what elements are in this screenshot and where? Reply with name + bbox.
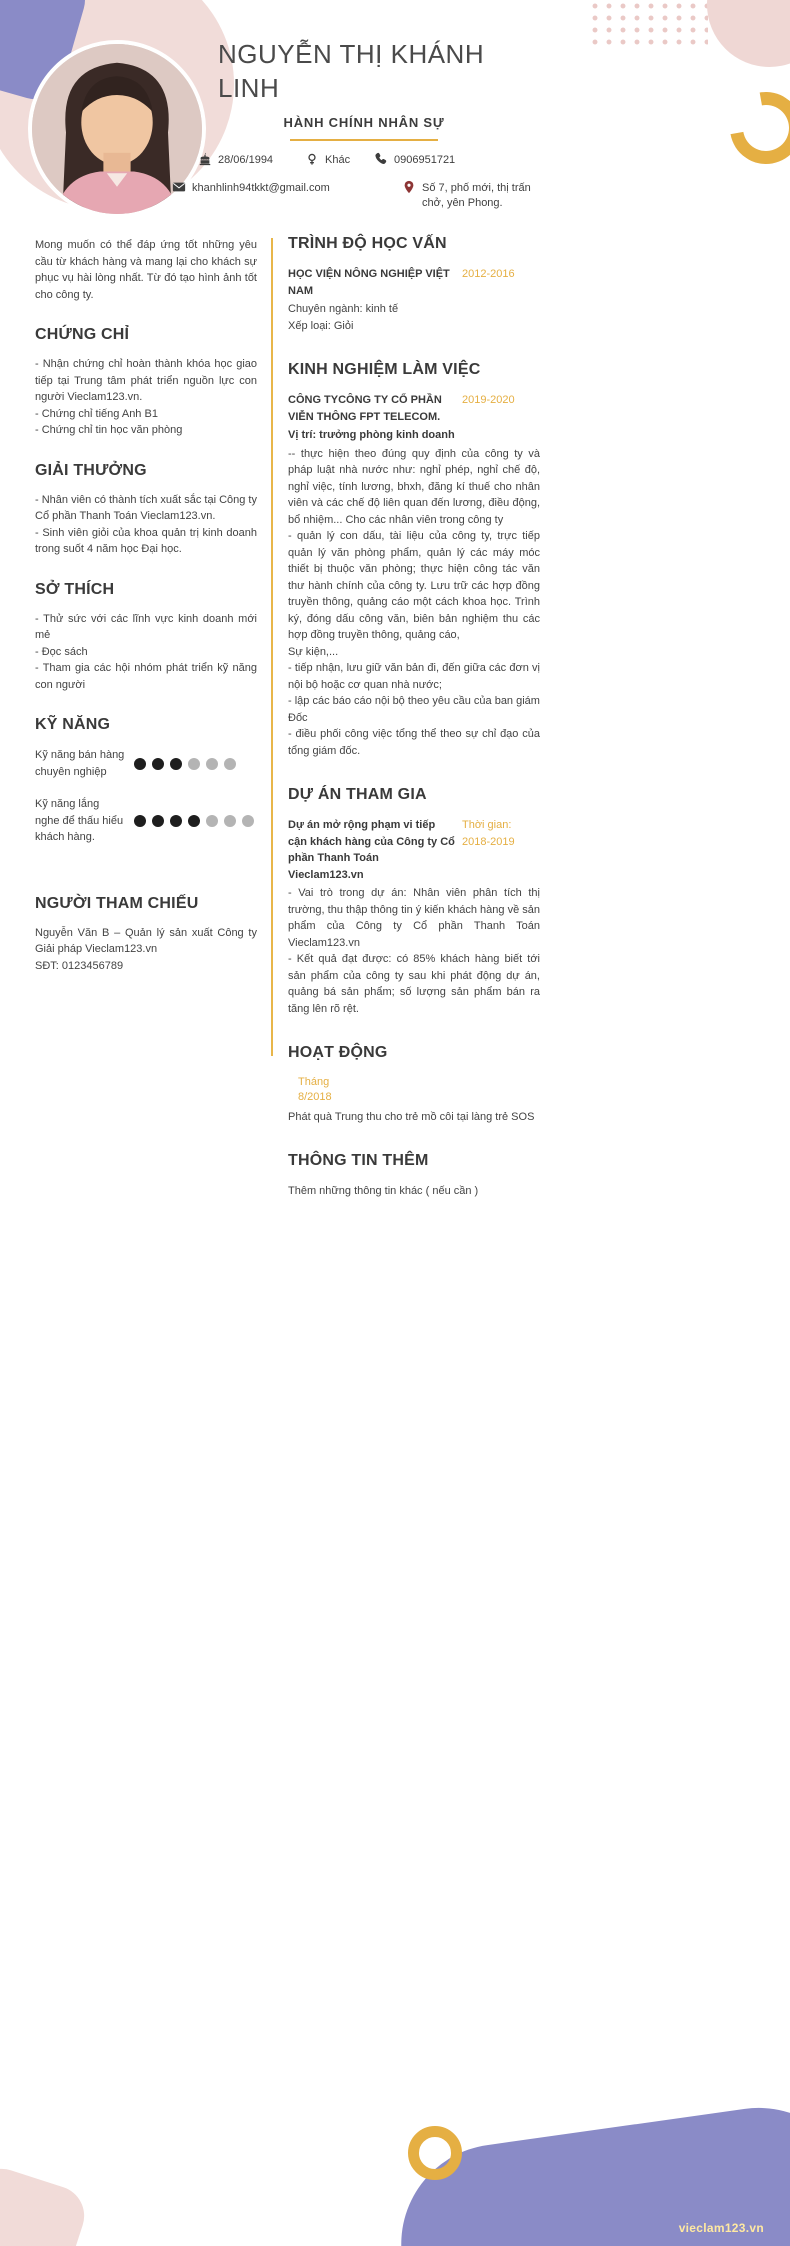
project-entry-header [288, 817, 540, 883]
hobby-item: - Tham gia các hội nhóm phát triển kỹ năng con người [35, 662, 257, 691]
contact-gender [305, 153, 350, 168]
project-details [288, 885, 540, 1017]
job-title-block [218, 114, 510, 141]
section-title-awards: GIẢI THƯỞNG [35, 461, 147, 479]
certificates-list [35, 356, 257, 439]
skill-row [35, 747, 257, 780]
section-title-experience: KINH NGHIỆM LÀM VIỆC [288, 361, 481, 378]
section-awards [35, 459, 257, 558]
additional-info-description: Thêm những thông tin khác ( nếu cần ) [288, 1185, 479, 1198]
education-detail: Chuyên ngành: kinh tế [288, 303, 399, 315]
section-title-additional-info: THÔNG TIN THÊM [288, 1152, 429, 1170]
education-lines [288, 301, 540, 334]
section-title-references: NGƯỜI THAM CHIẾU [35, 894, 199, 912]
skill-dot-filled [170, 815, 182, 827]
skill-rating [134, 758, 236, 770]
section-title-certificates: CHỨNG CHỈ [35, 326, 130, 343]
experience-detail: - lập các báo cáo nội bộ theo yêu cầu của ban giám [288, 695, 540, 707]
education-entry-header [288, 266, 540, 299]
project-time-label: Thời gian: [462, 819, 512, 831]
references-list [35, 925, 257, 975]
hobbies-list [35, 611, 257, 694]
skill-label: Kỹ năng lắng nghe để thấu hiểu khách hàng. [35, 798, 124, 843]
company-name: CÔNG TYCÔNG TY CỔ PHẦN VIỄN THÔNG FPT TELECOM. [288, 394, 442, 423]
skill-row [35, 796, 257, 846]
experience-years: 2019-2020 [462, 394, 515, 406]
contact-phone [374, 153, 455, 168]
contact-address [402, 181, 547, 211]
project-years: 2018-2019 [462, 835, 515, 848]
project-name: Dự án mở rộng phạm vi tiếp cận khách hàng của Công ty Cổ phần Thanh Toán Vieclam123.vn [288, 819, 455, 881]
experience-entry-header [288, 392, 540, 425]
skill-dot-empty [188, 758, 200, 770]
contact-birthday-value: 28/06/1994 [218, 154, 274, 166]
section-education [288, 232, 540, 334]
education-years: 2012-2016 [462, 268, 515, 280]
award-item: - Nhân viên có thành tích xuất sắc tại Công ty Cổ phần Thanh Toán Vieclam123.vn. [35, 493, 257, 522]
skill-dot-filled [170, 758, 182, 770]
section-title-projects: DỰ ÁN THAM GIA [288, 786, 427, 803]
reference-line: SĐT: 0123456789 [35, 959, 124, 972]
project-detail: - Vai trò trong dự án: Nhân viên phân tích thị trường, thu thập thông tin ý kiến khách hàng về sản phẩm của Công ty Cổ phần Thanh Toán Vieclam123.vn [288, 887, 540, 949]
skill-dot-empty [206, 815, 218, 827]
skills-list [35, 747, 257, 846]
contact-email [172, 181, 330, 196]
section-references [35, 892, 257, 975]
job-position: Vị trí: trưởng phòng kinh doanh [288, 429, 455, 441]
experience-detail: - tiếp nhận, lưu giữ văn bản đi, đến giữa các đơn vị nội bộ hoặc cơ quan nhà nước; [288, 662, 540, 691]
section-skills [35, 713, 257, 846]
section-activities [288, 1041, 540, 1125]
section-title-skills: KỸ NĂNG [35, 716, 111, 733]
skill-dot-empty [224, 815, 236, 827]
title-underline [290, 139, 438, 141]
gender-icon [305, 152, 319, 166]
activity-time: Tháng 8/2018 [298, 1076, 332, 1104]
skill-label: Kỹ năng bán hàng chuyên nghiệp [35, 749, 125, 778]
hobby-item: - Thử sức với các lĩnh vực kinh doanh mới mẻ [35, 612, 257, 641]
experience-detail: -- thực hiện theo đúng quy định của công ty và pháp luật nhà nước như: nghỉ phép, nghỉ chế độ, nghỉ việc, tính lương, bhxh, đăng kí thuế cho nhân viên và các chế độ liên quan đến lương, điều động, bổ nhiệm... Cho các nhân viên trong công ty [288, 447, 540, 526]
decor-yellow-ring-bottom [408, 2126, 462, 2180]
column-divider [271, 238, 273, 1056]
decor-pink-circle-top-right [707, 0, 790, 67]
contact-phone-value: 0906951721 [394, 154, 456, 166]
certificate-item: - Chứng chỉ tiếng Anh B1 [35, 407, 158, 420]
decor-dot-grid-top-right [588, 0, 708, 46]
location-pin-icon [402, 180, 416, 194]
education-detail: Xếp loại: Giỏi [288, 319, 354, 332]
skill-dot-filled [152, 758, 164, 770]
contact-gender-value: Khác [325, 154, 351, 166]
decor-pink-corner-bottom-left [0, 2161, 92, 2246]
section-certificates [35, 323, 257, 439]
left-column [35, 237, 257, 974]
right-column [288, 232, 540, 1200]
phone-icon [374, 152, 388, 166]
career-objective: Mong muốn có thể đáp ứng tốt những yêu cầu từ khách hàng và mang lại cho khách sự phục vụ hài lòng nhất. Từ đó tạo hình ảnh tốt cho công ty. [35, 239, 257, 301]
envelope-icon [172, 180, 186, 194]
skill-rating [134, 815, 254, 827]
school-name: HỌC VIỆN NÔNG NGHIỆP VIỆT NAM [288, 268, 450, 297]
hobby-item: - Đọc sách [35, 645, 88, 658]
candidate-name: NGUYỄN THỊ KHÁNH LINH [218, 39, 485, 103]
certificate-item: - Nhận chứng chỉ hoàn thành khóa học giao tiếp tại Trung tâm phát triển nguồn lực con người Vieclam123.vn. [35, 358, 257, 403]
section-title-activities: HOẠT ĐỘNG [288, 1044, 388, 1061]
section-additional-info [288, 1149, 540, 1200]
section-hobbies [35, 578, 257, 694]
experience-detail: - điều phối công việc tổng thể theo sự chỉ đạo của tổng giám đốc. [288, 728, 540, 757]
skill-dot-empty [242, 815, 254, 827]
skill-dot-empty [224, 758, 236, 770]
skill-dot-empty [206, 758, 218, 770]
job-title: HÀNH CHÍNH NHÂN SỰ [283, 115, 445, 130]
awards-list [35, 492, 257, 558]
skill-dot-filled [134, 758, 146, 770]
section-title-hobbies: SỞ THÍCH [35, 580, 115, 598]
cake-icon [198, 152, 212, 166]
experience-detail: - quản lý con dấu, tài liệu của công ty, trực tiếp quản lý văn phòng phẩm, quản lý các máy móc thiết bị thuộc văn phòng; thực hiện công tác văn thư hành chính của công ty. Lưu trữ các hợp đồng truyền thông, quảng cáo một cách khoa học. Trình ký, đóng dấu công văn, biên bản nghiệm thu các hợp đồng truyền thông, quảng cáo, [288, 530, 540, 641]
contact-address-value: Số 7, phố mới, thị trấn chở, yên Phong. [422, 182, 531, 209]
award-item: - Sinh viên giỏi của khoa quản trị kinh doanh trong suốt 4 năm học Đại học. [35, 526, 257, 555]
activity-description: Phát quà Trung thu cho trẻ mồ côi tại làng trẻ SOS [288, 1110, 535, 1123]
reference-line: Nguyễn Văn B – Quản lý sản xuất Công ty Giải pháp Vieclam123.vn [35, 926, 257, 955]
skill-dot-filled [188, 815, 200, 827]
experience-details [288, 446, 540, 760]
skill-dot-filled [152, 815, 164, 827]
brand-watermark: vieclam123.vn [678, 2221, 764, 2235]
contact-email-value: khanhlinh94tkkt@gmail.com [192, 182, 330, 194]
experience-detail: Sự kiện,... [288, 645, 339, 658]
project-time-block [460, 817, 540, 883]
contact-birthday [198, 153, 273, 168]
project-detail: - Kết quả đạt được: có 85% khách hàng biết tới sản phẩm của công ty sau khi phát động dự án, quảng bá sản phẩm; số lượng sản phẩm bán ra tăng lên rõ rệt. [288, 953, 540, 1015]
decor-yellow-ring-right [716, 78, 790, 178]
section-title-education: TRÌNH ĐỘ HỌC VẤN [288, 235, 447, 252]
experience-detail: Đốc [288, 711, 308, 724]
section-projects [288, 783, 540, 1017]
certificate-item: - Chứng chỉ tin học văn phòng [35, 424, 183, 436]
section-experience [288, 358, 540, 759]
skill-dot-filled [134, 815, 146, 827]
